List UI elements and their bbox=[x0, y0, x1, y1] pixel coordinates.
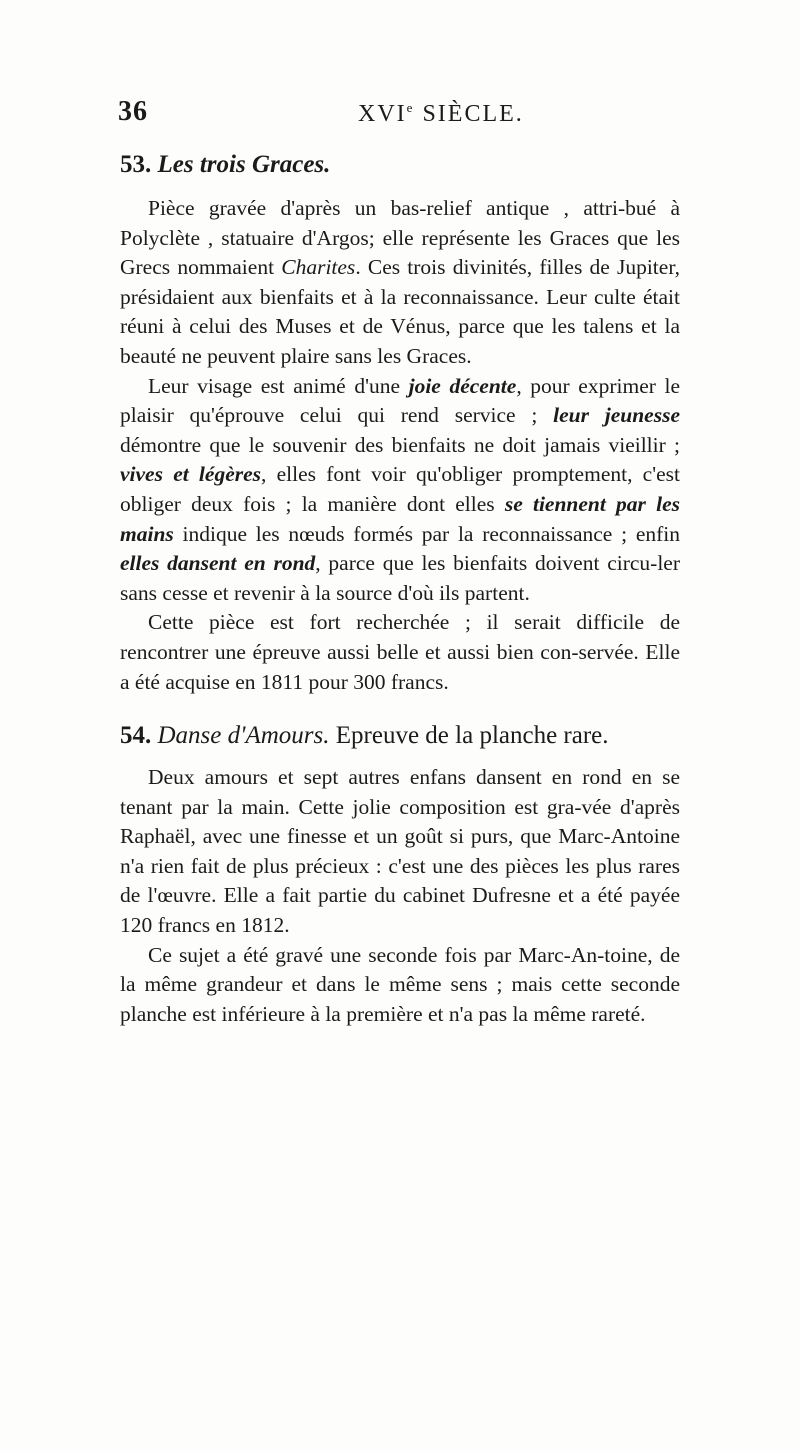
entry-54-paragraph-1: Deux amours et sept autres enfans dansent en rond en se tenant par la main. Cette jolie composition est gra-vée d'après Raphaël, avec une finesse et un goût si purs, que Marc-Antoine n'a rien fait de plus précieux : c'est une des pièces les plus rares de l'œuvre. Elle a fait partie du cabinet Dufresne et a été payée 120 francs en 1812. bbox=[120, 765, 680, 938]
page-header bbox=[118, 96, 678, 136]
entry-53-p2-text-c: démontre que le souvenir des bienfaits ne doit jamais vieillir ; bbox=[120, 432, 680, 457]
entry-53-p2-italic-5: elles dansent en rond bbox=[120, 551, 316, 576]
page-number: 36 bbox=[118, 96, 148, 127]
entry-53-p1-text-a: Pièce gravée d'après un bas-relief antique , attri-bué à Polyclète , statuaire d'Argos; elle représente les Graces que les Grecs nommaient bbox=[120, 196, 680, 280]
entry-53-p2-italic-4: se tiennent par les mains bbox=[120, 491, 680, 546]
entry-54-title-rest: Epreuve de la planche rare. bbox=[329, 722, 609, 750]
entry-53-heading bbox=[120, 148, 680, 182]
entry-53-p2-text-f: , parce que les bienfaits doivent circu-ler sans cesse et revenir à la source d'où ils partent. bbox=[120, 551, 680, 605]
entry-53-p2-italic-3: vives et légères bbox=[120, 462, 262, 487]
entry-53-p1-italic: Charites bbox=[281, 255, 356, 280]
entry-54-number: 54. bbox=[120, 722, 152, 750]
entry-53-p1-text-b: . Ces trois divinités, filles de Jupiter, présidaient aux bienfaits et à la reconnaissance. Leur culte était réuni à celui des Muses et de Vénus, parce que les talens et la beauté ne peuvent plaire sans les Graces. bbox=[120, 255, 680, 368]
entry-53-p2-text-b: , pour exprimer le plaisir qu'éprouve celui qui rend service ; bbox=[120, 373, 681, 428]
entry-53-paragraph-1 bbox=[120, 194, 680, 372]
entry-53-number: 53. bbox=[120, 151, 152, 178]
entry-53-p2-text-d: , elles font voir qu'obliger promptement, c'est obliger deux fois ; la manière dont elles bbox=[120, 462, 680, 516]
running-title-prefix: XVI bbox=[358, 101, 407, 127]
entry-53-title: Les trois Graces. bbox=[157, 151, 331, 178]
entry-53-p2-text-e: indique les nœuds formés par la reconnaissance ; enfin bbox=[173, 521, 680, 546]
page-content bbox=[120, 148, 680, 1029]
running-title bbox=[358, 100, 524, 128]
entry-54-title: Danse d'Amours. bbox=[157, 722, 330, 750]
entry-53-p2-text-a: Leur visage est animé d'une bbox=[148, 373, 409, 398]
entry-54-paragraph-2: Ce sujet a été gravé une seconde fois par Marc-An-toine, de la même grandeur et dans le même sens ; mais cette seconde planche est inférieure à la première et n'a pas la même rareté. bbox=[120, 942, 680, 1026]
entry-53-p2-italic-1: joie décente bbox=[408, 373, 517, 398]
entry-53-p2-italic-2: leur jeunesse bbox=[553, 403, 680, 428]
entry-53-paragraph-3: Cette pièce est fort recherchée ; il serait difficile de rencontrer une épreuve aussi belle et aussi bien con-servée. Elle a été acquise en 1811 pour 300 francs. bbox=[120, 610, 680, 694]
running-title-sup: e bbox=[406, 100, 415, 115]
entry-53-paragraph-2 bbox=[120, 372, 680, 609]
entry-54-heading bbox=[120, 719, 680, 753]
running-title-suffix: SIÈCLE. bbox=[414, 101, 524, 127]
